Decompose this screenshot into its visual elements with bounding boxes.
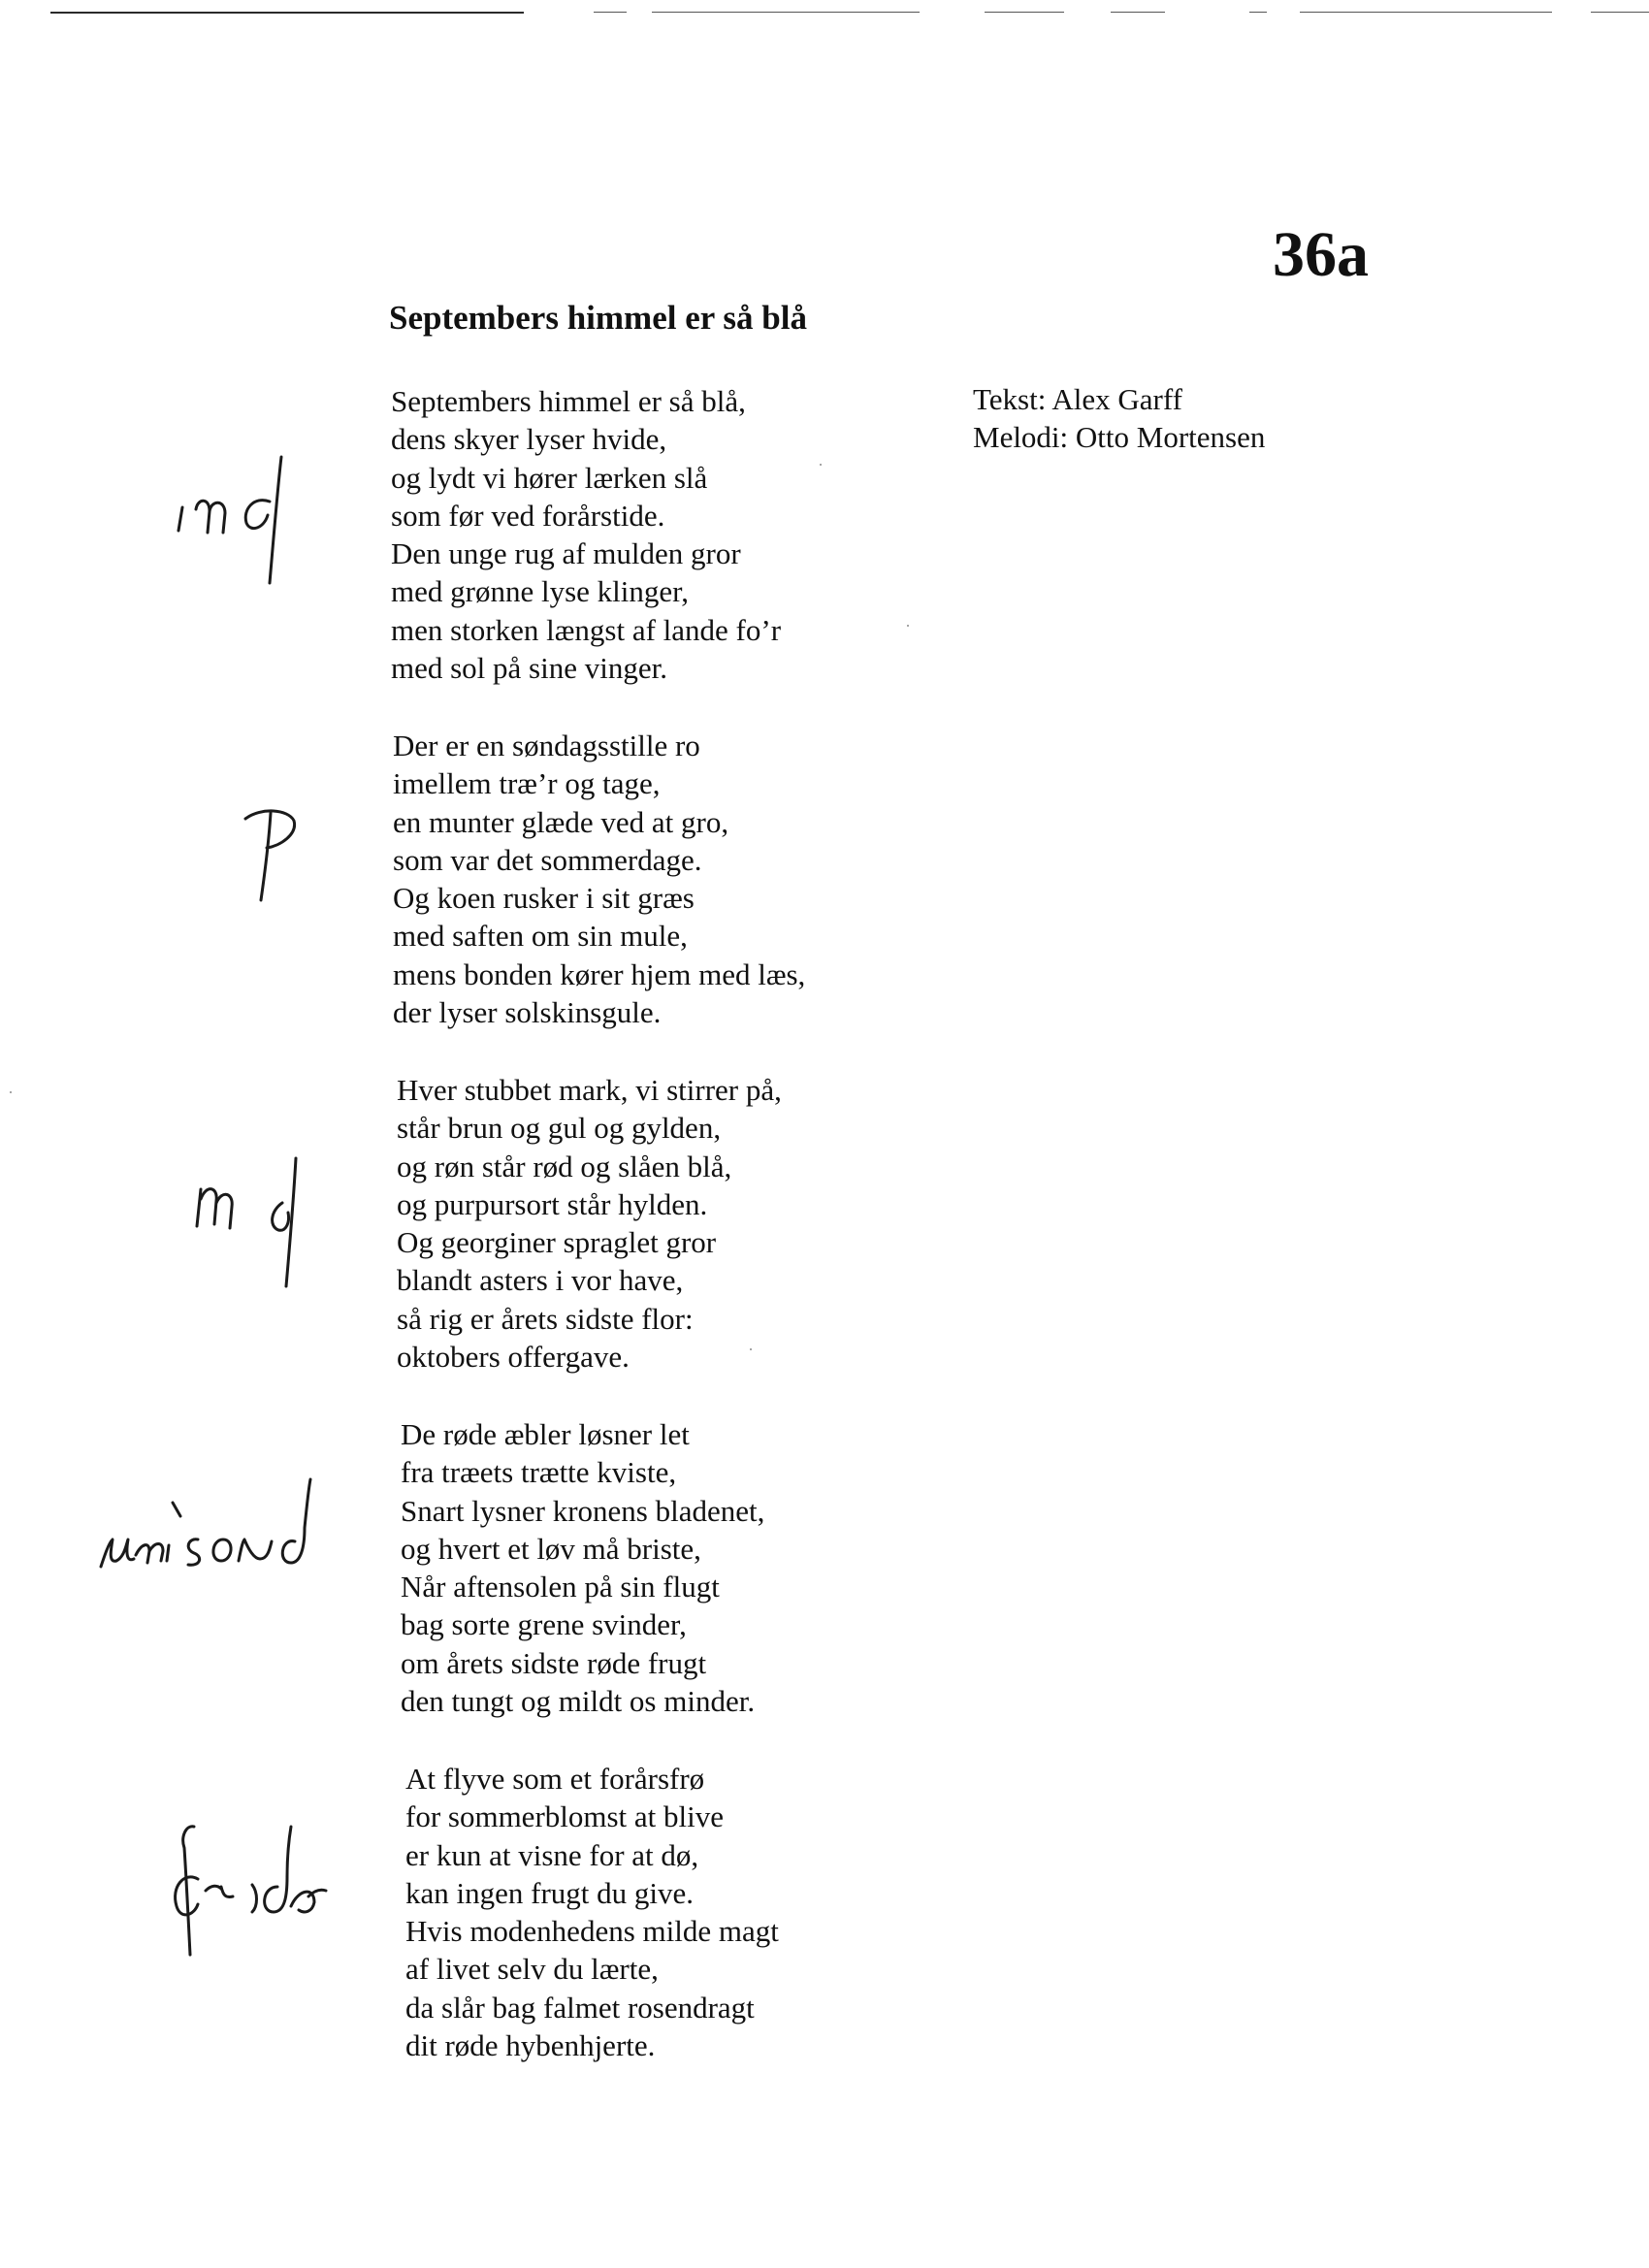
verse-line: da slår bag falmet rosendragt: [405, 1990, 755, 2025]
verse-line: af livet selv du lærte,: [405, 1952, 659, 1987]
song-title: Septembers himmel er så blå: [389, 299, 807, 337]
verse-line: oktobers offergave.: [397, 1340, 630, 1375]
scan-border-line: [50, 12, 524, 14]
scan-border-line: [1591, 12, 1649, 13]
verse-line: men storken længst af lande fo’r: [391, 612, 782, 647]
verse-line: Den unge rug af mulden gror: [391, 536, 741, 571]
verse-line: Og georginer spraglet gror: [397, 1225, 717, 1260]
composer-credit: Melodi: Otto Mortensen: [973, 420, 1266, 454]
scan-speck: [820, 464, 822, 466]
verse-line: og hvert et løv må briste,: [401, 1531, 701, 1566]
verse-line: og røn står rød og slåen blå,: [397, 1149, 732, 1183]
verse-line: dit røde hybenhjerte.: [405, 2028, 656, 2063]
scan-border-line: [1111, 12, 1165, 13]
verse-line: Og koen rusker i sit græs: [393, 881, 695, 916]
verse-line: med saften om sin mule,: [393, 919, 688, 954]
scan-speck: [907, 625, 909, 627]
scan-speck: [10, 1091, 12, 1093]
verse-line: Septembers himmel er så blå,: [391, 384, 746, 418]
page-number: 36a: [1273, 219, 1369, 290]
verse: [393, 727, 805, 1031]
verse-line: mens bonden kører hjem med læs,: [393, 956, 806, 991]
verse-line: som før ved forårstide.: [391, 498, 665, 533]
verse-line: så rig er årets sidste flor:: [397, 1301, 694, 1336]
verse-line: og purpursort står hylden.: [397, 1186, 708, 1221]
verse-line: kan ingen frugt du give.: [405, 1875, 695, 1910]
scan-border-line: [985, 12, 1064, 13]
handwritten-md-annotation: [165, 451, 301, 597]
verse-line: De røde æbler løsner let: [401, 1417, 690, 1451]
verse-line: bag sorte grene svinder,: [401, 1607, 687, 1642]
handwritten-md-annotation: [189, 1154, 325, 1300]
verse-line: som var det sommerdage.: [393, 842, 702, 877]
verse-line: om årets sidste røde frugt: [401, 1645, 707, 1680]
verse-line: Snart lysner kronens bladenet,: [401, 1493, 765, 1528]
verse-line: Hver stubbet mark, vi stirrer på,: [397, 1073, 782, 1107]
verse: [397, 1071, 782, 1376]
verse-line: for sommerblomst at blive: [405, 1799, 725, 1834]
verse-line: med grønne lyse klinger,: [391, 574, 689, 609]
verse-line: der lyser solskinsgule.: [393, 995, 662, 1030]
lyricist-credit: Tekst: Alex Garff: [973, 382, 1182, 416]
verse-line: fra træets trætte kviste,: [401, 1455, 677, 1490]
verse-line: blandt asters i vor have,: [397, 1263, 684, 1298]
verse: [405, 1760, 779, 2064]
handwritten-unisono-annotation: [97, 1470, 340, 1586]
verse-line: en munter glæde ved at gro,: [393, 804, 729, 839]
verse-line: Hvis modenhedens milde magt: [405, 1914, 779, 1949]
verse: [391, 382, 781, 687]
scan-border-line: [652, 12, 920, 13]
verse-line: Når aftensolen på sin flugt: [401, 1570, 720, 1604]
handwritten-p-annotation: [238, 805, 306, 912]
scan-speck: [750, 1348, 752, 1350]
verse: [401, 1415, 764, 1720]
handwritten-forte-annotation: [163, 1819, 338, 1964]
verse-line: imellem træ’r og tage,: [393, 766, 661, 801]
verse-line: med sol på sine vinger.: [391, 651, 667, 686]
verse-line: At flyve som et forårsfrø: [405, 1762, 705, 1796]
verse-line: og lydt vi hører lærken slå: [391, 460, 708, 495]
verse-line: Der er en søndagsstille ro: [393, 729, 700, 762]
verse-line: er kun at visne for at dø,: [405, 1837, 699, 1872]
scan-border-line: [1300, 12, 1552, 13]
credits: [973, 380, 1265, 456]
verse-line: dens skyer lyser hvide,: [391, 422, 667, 457]
scan-border-line: [1249, 12, 1267, 13]
verse-line: står brun og gul og gylden,: [397, 1111, 722, 1146]
scan-border-line: [594, 12, 627, 13]
verse-line: den tungt og mildt os minder.: [401, 1684, 756, 1719]
